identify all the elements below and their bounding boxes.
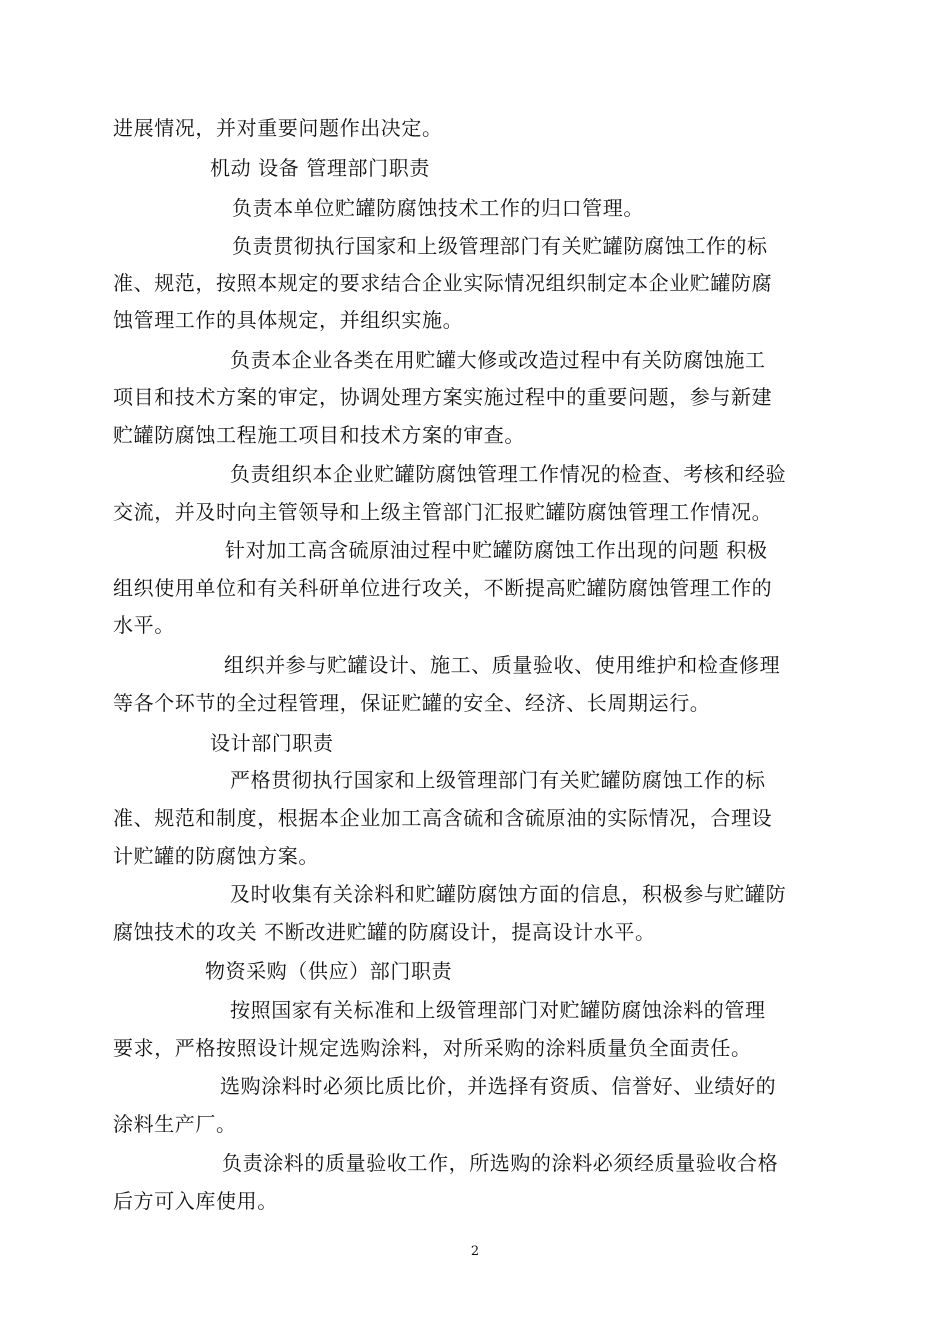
text-line: 进展情况，并对重要问题作出决定。 [113,116,443,140]
text-line: 交流，并及时向主管领导和上级主管部门汇报贮罐防腐蚀管理工作情况。 [113,500,773,524]
text-line: 腐蚀技术的攻关 不断改进贮罐的防腐设计，提高设计水平。 [113,920,656,944]
text-line: 组织使用单位和有关科研单位进行攻关，不断提高贮罐防腐蚀管理工作的 [113,576,773,600]
text-line: 蚀管理工作的具体规定，并组织实施。 [113,308,464,332]
text-line: 负责本单位贮罐防腐蚀技术工作的归口管理。 [232,196,644,220]
text-line: 选购涂料时必须比质比价，并选择有资质、信誉好、业绩好的 [220,1074,777,1098]
text-line: 后方可入库使用。 [113,1189,278,1213]
section-heading: 设计部门职责 [210,731,334,755]
text-line: 按照国家有关标准和上级管理部门对贮罐防腐蚀涂料的管理 [230,998,766,1022]
text-line: 要求，严格按照设计规定选购涂料，对所采购的涂料质量负全面责任。 [113,1036,752,1060]
text-line: 负责组织本企业贮罐防腐蚀管理工作情况的检查、考核和经验 [230,462,787,486]
text-line: 水平。 [113,613,175,637]
text-line: 负责涂料的质量验收工作，所选购的涂料必须经质量验收合格 [222,1151,779,1175]
page-number: 2 [470,1244,480,1259]
text-line: 负责贯彻执行国家和上级管理部门有关贮罐防腐蚀工作的标 [232,234,768,258]
text-line: 计贮罐的防腐蚀方案。 [113,844,319,868]
section-heading: 物资采购（供应）部门职责 [205,959,453,983]
text-line: 准、规范，按照本规定的要求结合企业实际情况组织制定本企业贮罐防腐 [113,271,773,295]
text-line: 等各个环节的全过程管理，保证贮罐的安全、经济、长周期运行。 [113,691,711,715]
text-line: 涂料生产厂。 [113,1112,237,1136]
text-line: 项目和技术方案的审定，协调处理方案实施过程中的重要问题，参与新建 [113,385,773,409]
section-heading: 机动 设备 管理部门职责 [210,156,430,180]
text-line: 严格贯彻执行国家和上级管理部门有关贮罐防腐蚀工作的标 [230,768,766,792]
text-line: 组织并参与贮罐设计、施工、质量验收、使用维护和检查修理 [224,653,781,677]
text-line: 准、规范和制度，根据本企业加工高含硫和含硫原油的实际情况，合理设 [113,806,773,830]
text-line: 负责本企业各类在用贮罐大修或改造过程中有关防腐蚀施工 [230,348,766,372]
text-line: 针对加工高含硫原油过程中贮罐防腐蚀工作出现的问题 积极 [225,538,768,562]
text-line: 贮罐防腐蚀工程施工项目和技术方案的审查。 [113,423,525,447]
text-line: 及时收集有关涂料和贮罐防腐蚀方面的信息，积极参与贮罐防 [230,882,787,906]
